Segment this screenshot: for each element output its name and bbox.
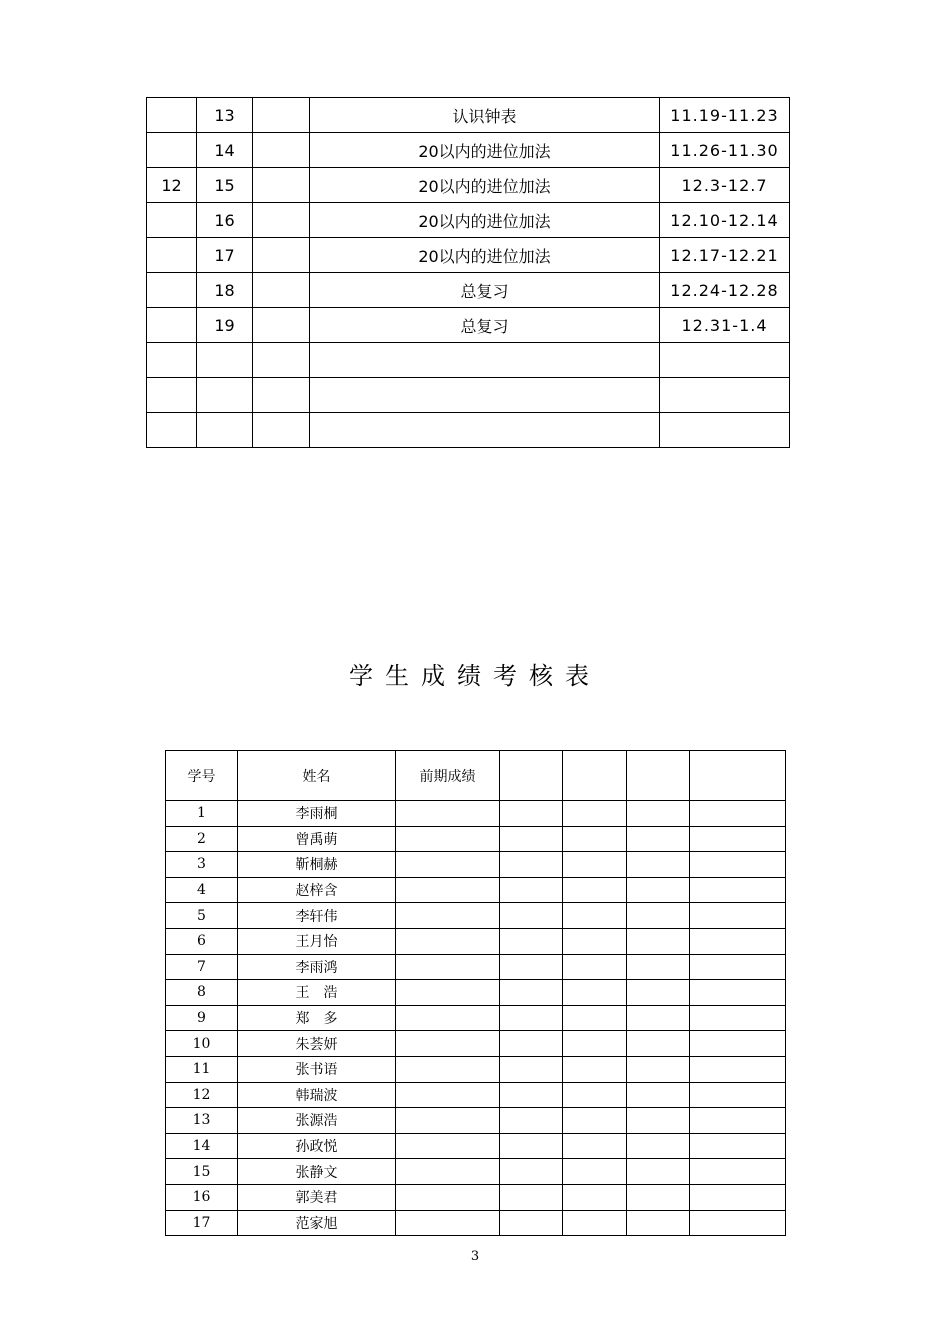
table-row (147, 133, 790, 168)
score-cell (396, 954, 500, 980)
student-name: 郑 多 (238, 1005, 396, 1031)
table-row (147, 413, 790, 448)
table-row (147, 273, 790, 308)
content-cell: 20以内的进位加法 (310, 238, 660, 273)
dates-cell: 12.10-12.14 (660, 203, 790, 238)
score-cell (627, 1210, 690, 1236)
score-cell (690, 903, 786, 929)
student-id: 6 (166, 928, 238, 954)
month-cell (147, 378, 197, 413)
student-id: 2 (166, 826, 238, 852)
score-cell (627, 1031, 690, 1057)
student-id: 4 (166, 877, 238, 903)
content-cell: 20以内的进位加法 (310, 203, 660, 238)
week-cell (197, 413, 253, 448)
table-row (166, 801, 786, 827)
extra-cell (253, 133, 310, 168)
week-cell: 14 (197, 133, 253, 168)
score-cell (690, 1184, 786, 1210)
table-row (147, 308, 790, 343)
score-cell (396, 1082, 500, 1108)
table-row (166, 1005, 786, 1031)
score-cell (500, 1210, 563, 1236)
score-cell (563, 954, 627, 980)
score-cell (563, 1184, 627, 1210)
extra-cell (253, 378, 310, 413)
score-cell (690, 852, 786, 878)
score-cell (690, 1108, 786, 1134)
table-row (166, 1108, 786, 1134)
student-id: 10 (166, 1031, 238, 1057)
score-cell (627, 980, 690, 1006)
student-id: 16 (166, 1184, 238, 1210)
score-cell (500, 1005, 563, 1031)
score-cell (690, 954, 786, 980)
score-cell (627, 1056, 690, 1082)
month-cell (147, 133, 197, 168)
dates-cell: 12.24-12.28 (660, 273, 790, 308)
score-cell (563, 980, 627, 1006)
dates-cell: 11.19-11.23 (660, 98, 790, 133)
table-row (147, 98, 790, 133)
table-row (166, 877, 786, 903)
score-cell (563, 1031, 627, 1057)
dates-cell: 12.17-12.21 (660, 238, 790, 273)
content-cell: 总复习 (310, 273, 660, 308)
student-name: 李雨桐 (238, 801, 396, 827)
score-cell (627, 801, 690, 827)
table-row (166, 826, 786, 852)
score-cell (563, 801, 627, 827)
week-cell: 15 (197, 168, 253, 203)
score-cell (500, 1133, 563, 1159)
table-row (147, 343, 790, 378)
content-cell (310, 378, 660, 413)
header-student-id: 学号 (166, 751, 238, 801)
score-cell (500, 928, 563, 954)
student-id: 8 (166, 980, 238, 1006)
student-name: 李轩伟 (238, 903, 396, 929)
score-cell (690, 980, 786, 1006)
score-cell (627, 826, 690, 852)
score-cell (563, 1133, 627, 1159)
score-cell (563, 928, 627, 954)
teaching-schedule-table (146, 97, 790, 448)
score-cell (563, 1005, 627, 1031)
score-cell (563, 1159, 627, 1185)
dates-cell: 11.26-11.30 (660, 133, 790, 168)
score-cell (500, 1184, 563, 1210)
table-row (147, 203, 790, 238)
month-cell (147, 98, 197, 133)
student-id: 13 (166, 1108, 238, 1134)
score-cell (500, 877, 563, 903)
month-cell (147, 238, 197, 273)
score-cell (627, 852, 690, 878)
content-cell: 20以内的进位加法 (310, 168, 660, 203)
student-name: 王月怡 (238, 928, 396, 954)
score-cell (396, 1210, 500, 1236)
extra-cell (253, 308, 310, 343)
table-row (147, 168, 790, 203)
score-cell (396, 1133, 500, 1159)
student-id: 15 (166, 1159, 238, 1185)
week-cell (197, 343, 253, 378)
student-id: 1 (166, 801, 238, 827)
table-row (166, 1082, 786, 1108)
score-cell (563, 877, 627, 903)
score-cell (627, 928, 690, 954)
table-row (147, 378, 790, 413)
student-name: 靳桐赫 (238, 852, 396, 878)
score-cell (563, 1210, 627, 1236)
student-id: 5 (166, 903, 238, 929)
student-name: 李雨鸿 (238, 954, 396, 980)
score-cell (396, 1005, 500, 1031)
score-cell (690, 1082, 786, 1108)
content-cell (310, 343, 660, 378)
score-cell (563, 1108, 627, 1134)
score-cell (690, 801, 786, 827)
student-id: 14 (166, 1133, 238, 1159)
content-cell: 认识钟表 (310, 98, 660, 133)
score-cell (500, 801, 563, 827)
score-cell (690, 826, 786, 852)
score-cell (690, 1031, 786, 1057)
score-cell (690, 1133, 786, 1159)
header-blank (690, 751, 786, 801)
month-cell (147, 308, 197, 343)
student-name: 郭美君 (238, 1184, 396, 1210)
student-name: 朱荟妍 (238, 1031, 396, 1057)
week-cell: 17 (197, 238, 253, 273)
header-name: 姓名 (238, 751, 396, 801)
header-blank (500, 751, 563, 801)
content-cell (310, 413, 660, 448)
score-cell (627, 1159, 690, 1185)
student-grades-table (165, 750, 786, 1236)
score-cell (690, 1210, 786, 1236)
student-name: 王 浩 (238, 980, 396, 1006)
extra-cell (253, 168, 310, 203)
score-cell (396, 826, 500, 852)
extra-cell (253, 413, 310, 448)
table-row (166, 1184, 786, 1210)
header-blank (627, 751, 690, 801)
month-cell: 12 (147, 168, 197, 203)
score-cell (627, 1005, 690, 1031)
score-cell (500, 852, 563, 878)
week-cell: 13 (197, 98, 253, 133)
score-cell (500, 1082, 563, 1108)
extra-cell (253, 238, 310, 273)
student-name: 张源浩 (238, 1108, 396, 1134)
score-cell (627, 903, 690, 929)
score-cell (396, 877, 500, 903)
score-cell (563, 1082, 627, 1108)
month-cell (147, 203, 197, 238)
week-cell: 18 (197, 273, 253, 308)
dates-cell (660, 343, 790, 378)
week-cell: 16 (197, 203, 253, 238)
score-cell (500, 903, 563, 929)
table-row (166, 1031, 786, 1057)
student-id: 7 (166, 954, 238, 980)
month-cell (147, 273, 197, 308)
student-name: 范家旭 (238, 1210, 396, 1236)
score-cell (627, 1184, 690, 1210)
student-id: 17 (166, 1210, 238, 1236)
student-id: 12 (166, 1082, 238, 1108)
score-cell (396, 1031, 500, 1057)
score-cell (396, 1056, 500, 1082)
score-cell (690, 1056, 786, 1082)
week-cell: 19 (197, 308, 253, 343)
student-name: 曾禹萌 (238, 826, 396, 852)
extra-cell (253, 98, 310, 133)
score-cell (396, 852, 500, 878)
table-row (147, 238, 790, 273)
header-row (166, 751, 786, 801)
score-cell (396, 928, 500, 954)
table-row (166, 852, 786, 878)
score-cell (627, 1133, 690, 1159)
student-name: 孙政悦 (238, 1133, 396, 1159)
student-name: 张书语 (238, 1056, 396, 1082)
score-cell (690, 1005, 786, 1031)
score-cell (690, 928, 786, 954)
score-cell (627, 1108, 690, 1134)
score-cell (396, 980, 500, 1006)
score-cell (563, 826, 627, 852)
score-cell (627, 954, 690, 980)
score-cell (396, 903, 500, 929)
table-row (166, 980, 786, 1006)
student-id: 3 (166, 852, 238, 878)
content-cell: 20以内的进位加法 (310, 133, 660, 168)
score-cell (627, 877, 690, 903)
score-cell (500, 1031, 563, 1057)
table-row (166, 954, 786, 980)
score-cell (690, 1159, 786, 1185)
student-id: 9 (166, 1005, 238, 1031)
score-cell (396, 1184, 500, 1210)
dates-cell (660, 378, 790, 413)
score-cell (563, 1056, 627, 1082)
month-cell (147, 413, 197, 448)
score-cell (500, 1108, 563, 1134)
table-row (166, 1133, 786, 1159)
table-row (166, 1210, 786, 1236)
table-row (166, 928, 786, 954)
score-cell (500, 980, 563, 1006)
extra-cell (253, 343, 310, 378)
extra-cell (253, 273, 310, 308)
header-previous-score: 前期成绩 (396, 751, 500, 801)
month-cell (147, 343, 197, 378)
extra-cell (253, 203, 310, 238)
content-cell: 总复习 (310, 308, 660, 343)
table-row (166, 1056, 786, 1082)
score-cell (396, 801, 500, 827)
table-row (166, 1159, 786, 1185)
header-blank (563, 751, 627, 801)
score-cell (627, 1082, 690, 1108)
score-cell (396, 1159, 500, 1185)
student-name: 赵梓含 (238, 877, 396, 903)
grades-table-title: 学生成绩考核表 (349, 662, 601, 690)
dates-cell (660, 413, 790, 448)
page-number: 3 (470, 1249, 480, 1264)
dates-cell: 12.3-12.7 (660, 168, 790, 203)
week-cell (197, 378, 253, 413)
score-cell (500, 1159, 563, 1185)
score-cell (500, 826, 563, 852)
dates-cell: 12.31-1.4 (660, 308, 790, 343)
score-cell (500, 954, 563, 980)
student-name: 张静文 (238, 1159, 396, 1185)
score-cell (396, 1108, 500, 1134)
score-cell (500, 1056, 563, 1082)
score-cell (690, 877, 786, 903)
student-name: 韩瑞波 (238, 1082, 396, 1108)
student-id: 11 (166, 1056, 238, 1082)
table-row (166, 903, 786, 929)
score-cell (563, 852, 627, 878)
score-cell (563, 903, 627, 929)
